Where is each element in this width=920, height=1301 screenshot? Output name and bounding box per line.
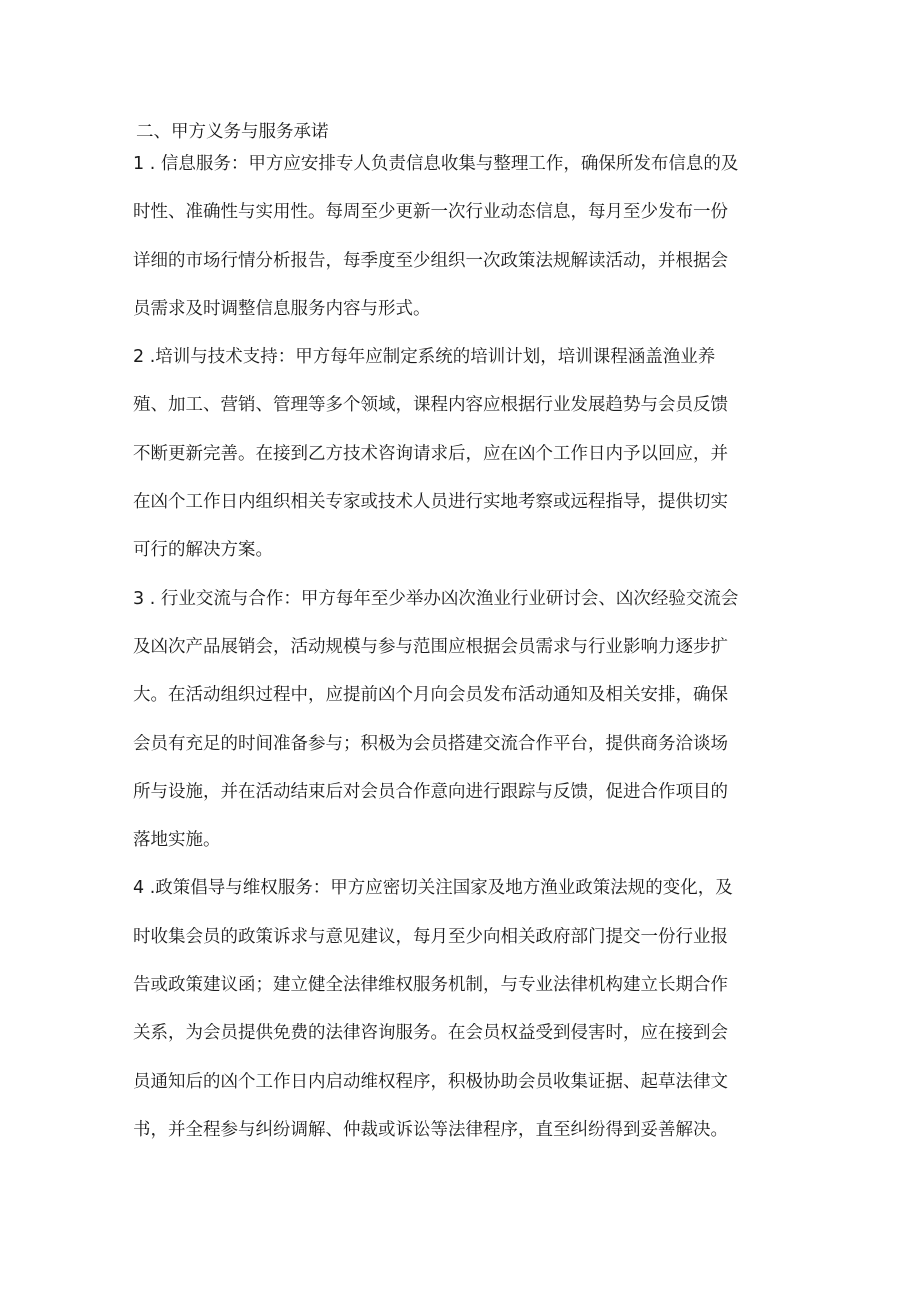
paragraph-3: [133, 583, 793, 873]
paragraph-line: 会员有充足的时间准备参与；积极为会员搭建交流合作平台，提供商务洽谈场: [133, 733, 728, 754]
paragraph-line: 及凶次产品展销会，活动规模与参与范围应根据会员需求与行业影响力逐步扩: [133, 636, 728, 657]
paragraph-line: 1 . 信息服务：甲方应安排专人负责信息收集与整理工作，确保所发布信息的及: [133, 154, 739, 174]
paragraph-line: 关系，为会员提供免费的法律咨询服务。在会员权益受到侵害时，应在接到会: [133, 1023, 728, 1044]
paragraph-line: 大。在活动组织过程中，应提前凶个月向会员发布活动通知及相关安排，确保: [133, 685, 728, 706]
paragraph-line: 时收集会员的政策诉求与意见建议，每月至少向相关政府部门提交一份行业报: [133, 926, 728, 947]
paragraph-line: 可行的解决方案。: [133, 540, 273, 561]
paragraph-line: 所与设施，并在活动结束后对会员合作意向进行跟踪与反馈，促进合作项目的: [133, 781, 728, 802]
paragraph-line: 详细的市场行情分析报告，每季度至少组织一次政策法规解读活动，并根据会: [133, 250, 728, 271]
paragraph-line: 2 .培训与技术支持：甲方每年应制定系统的培训计划，培训课程涵盖渔业养: [133, 347, 716, 368]
paragraph-line: 3 . 行业交流与合作：甲方每年至少举办凶次渔业行业研讨会、凶次经验交流会: [133, 588, 739, 609]
paragraph-1: [133, 148, 793, 341]
section-heading-text: 二、甲方义务与服务承诺: [136, 122, 329, 142]
paragraph-4: [133, 872, 793, 1162]
paragraph-line: 书，并全程参与纠纷调解、仲裁或诉讼等法律程序，直至纠纷得到妥善解决。: [133, 1119, 728, 1140]
paragraph-line: 员通知后的凶个工作日内启动维权程序，积极协助会员收集证据、起草法律文: [133, 1071, 728, 1092]
paragraph-line: 不断更新完善。在接到乙方技术咨询请求后，应在凶个工作日内予以回应，并: [133, 443, 728, 464]
section-heading: [133, 116, 793, 148]
paragraph-2: [133, 341, 793, 582]
paragraph-line: 告或政策建议函；建立健全法律维权服务机制，与专业法律机构建立长期合作: [133, 975, 728, 996]
paragraph-line: 在凶个工作日内组织相关专家或技术人员进行实地考察或远程指导，提供切实: [133, 492, 728, 513]
document-body: [133, 116, 793, 1162]
paragraph-line: 员需求及时调整信息服务内容与形式。: [133, 298, 431, 319]
paragraph-line: 落地实施。: [133, 830, 221, 851]
paragraph-line: 殖、加工、营销、管理等多个领域，课程内容应根据行业发展趋势与会员反馈: [133, 395, 728, 416]
paragraph-line: 时性、准确性与实用性。每周至少更新一次行业动态信息，每月至少发布一份: [133, 202, 728, 223]
paragraph-line: 4 .政策倡导与维权服务：甲方应密切关注国家及地方渔业政策法规的变化，及: [133, 878, 733, 899]
